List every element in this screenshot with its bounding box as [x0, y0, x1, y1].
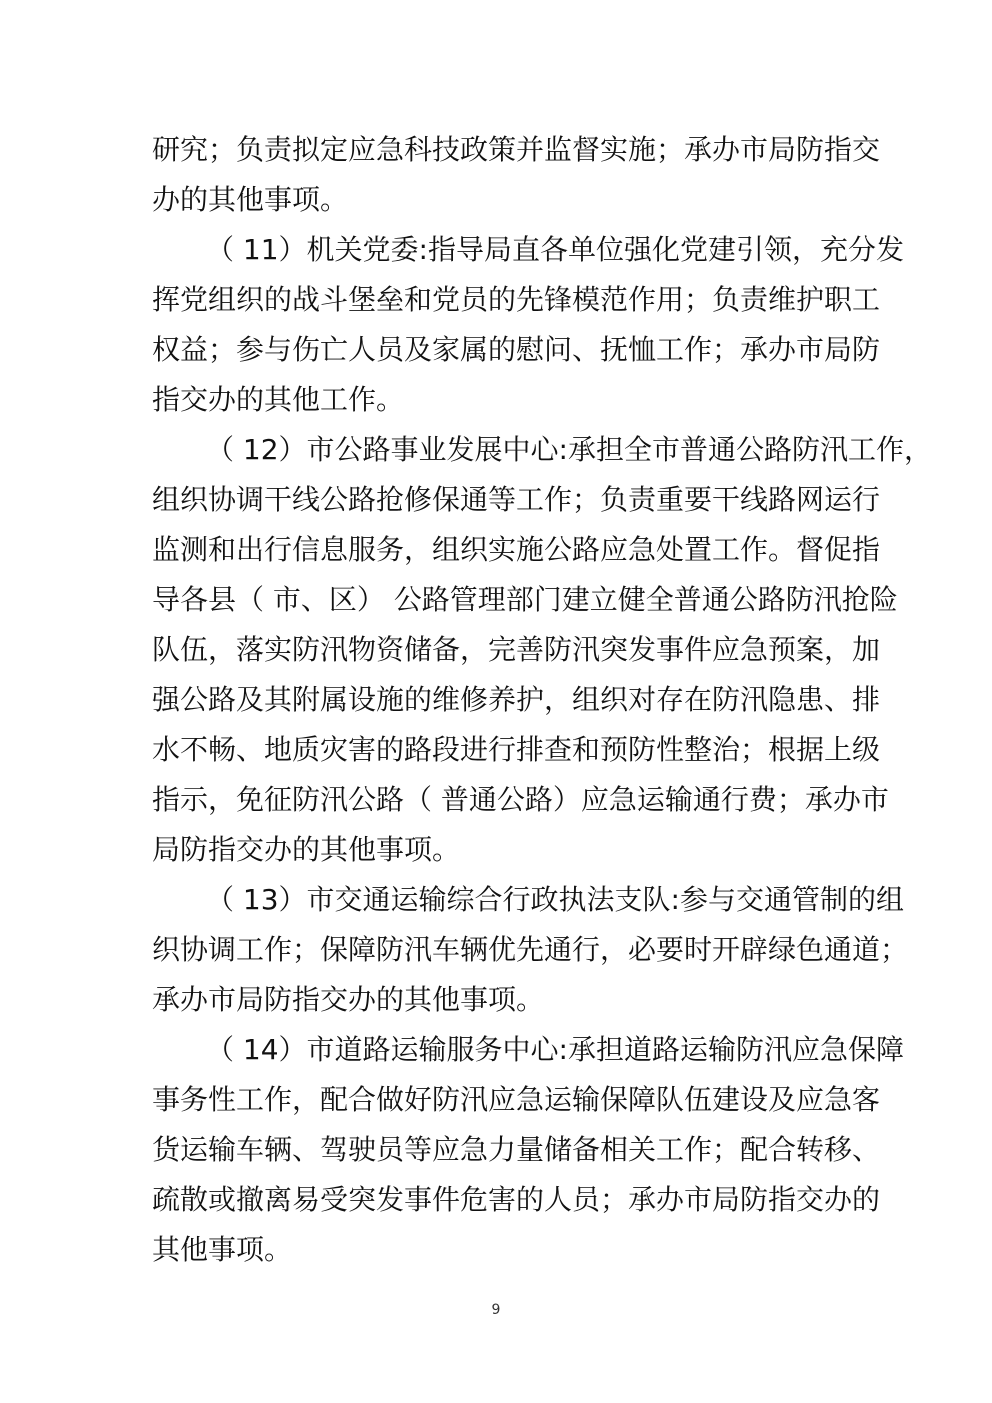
text-line: 强公路及其附属设施的维修养护，组织对存在防汛隐患、排 — [152, 683, 881, 716]
text-line: 局防指交办的其他事项。 — [152, 833, 461, 866]
paragraph-14-heading-line: （ 14）市道路运输服务中心:承担道路运输防汛应急保障 — [206, 1033, 904, 1066]
paragraph-12-heading-line: （ 12）市公路事业发展中心:承担全市普通公路防汛工作， — [206, 433, 932, 466]
text-line: 承办市局防指交办的其他事项。 — [152, 983, 545, 1016]
text-line: 货运输车辆、驾驶员等应急力量储备相关工作；配合转移、 — [152, 1133, 881, 1166]
text-line: 织协调工作；保障防汛车辆优先通行，必要时开辟绿色通道； — [152, 933, 909, 966]
text-line: 导各县（ 市、区） 公路管理部门建立健全普通公路防汛抢险 — [152, 583, 898, 616]
text-line: 指示，免征防汛公路（ 普通公路）应急运输通行费；承办市 — [152, 783, 889, 816]
text-line: 监测和出行信息服务，组织实施公路应急处置工作。督促指 — [152, 533, 881, 566]
text-line: 疏散或撤离易受突发事件危害的人员；承办市局防指交办的 — [152, 1183, 881, 1216]
text-line: 事务性工作，配合做好防汛应急运输保障队伍建设及应急客 — [152, 1083, 881, 1116]
text-line: 水不畅、地质灾害的路段进行排查和预防性整治；根据上级 — [152, 733, 881, 766]
text-line: 组织协调干线公路抢修保通等工作；负责重要干线路网运行 — [152, 483, 881, 516]
text-line: 队伍，落实防汛物资储备，完善防汛突发事件应急预案，加 — [152, 633, 881, 666]
paragraph-13-heading-line: （ 13）市交通运输综合行政执法支队:参与交通管制的组 — [206, 883, 904, 916]
text-line: 研究；负责拟定应急科技政策并监督实施；承办市局防指交 — [152, 133, 881, 166]
page-number: 9 — [491, 1302, 501, 1318]
text-line: 其他事项。 — [152, 1233, 293, 1266]
text-line: 权益；参与伤亡人员及家属的慰问、抚恤工作；承办市局防 — [152, 333, 881, 366]
paragraph-11-heading-line: （ 11）机关党委:指导局直各单位强化党建引领，充分发 — [206, 233, 904, 266]
text-line: 指交办的其他工作。 — [152, 383, 405, 416]
text-line: 办的其他事项。 — [152, 183, 349, 216]
text-line: 挥党组织的战斗堡垒和党员的先锋模范作用；负责维护职工 — [152, 283, 881, 316]
